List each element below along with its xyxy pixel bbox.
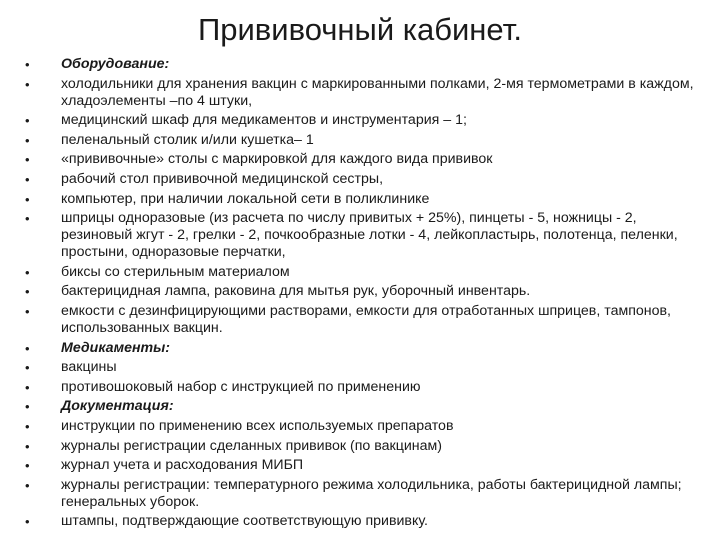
- list-item-text: рабочий стол прививочной медицинской сестры,: [61, 170, 384, 187]
- list-item-text: вакцины: [61, 359, 117, 376]
- list-item: [25, 359, 705, 376]
- list-item-text: противошоковый набор с инструкцией по применению: [61, 378, 421, 395]
- section-heading: Медикаменты:: [61, 339, 170, 356]
- bullet-icon: •: [25, 379, 30, 395]
- list-item: [25, 379, 705, 396]
- list-item: [25, 398, 705, 415]
- list-item-text: штампы, подтверждающие соответствующую прививку.: [61, 513, 428, 530]
- list-item-text: емкости с дезинфицирующими растворами, емкости для отработанных шприцев, тампонов, использованных вакцин.: [61, 302, 671, 336]
- section-heading: Документация:: [61, 398, 174, 415]
- section-heading: Оборудование:: [61, 56, 170, 72]
- slide-title: Прививочный кабинет.: [197, 12, 523, 47]
- list-item: [25, 477, 705, 511]
- list-item: [25, 132, 705, 149]
- list-item-text: шприцы одноразовые (из расчета по числу привитых + 25%), пинцеты - 5, ножницы - 2, резиновый жгут - 2, грелки - 2, почкообразные лотки - 4, лейкопластырь, полотенца, пеленки, простыни, одноразовые перчатки,: [61, 210, 678, 261]
- list-item-text: медицинский шкаф для медикаментов и инструментария – 1;: [61, 112, 467, 129]
- list-item: [25, 151, 705, 168]
- bullet-icon: •: [25, 514, 30, 530]
- bullet-icon: •: [25, 152, 30, 168]
- bullet-icon: •: [25, 399, 30, 415]
- bullet-icon: •: [25, 264, 30, 280]
- list-item: [25, 457, 705, 474]
- bullet-icon: •: [25, 57, 30, 72]
- bullet-icon: •: [25, 477, 30, 493]
- bullet-icon: •: [25, 458, 30, 474]
- list-item-text: журнал учета и расходования МИБП: [61, 457, 304, 474]
- bullet-icon: •: [25, 438, 30, 454]
- list-item: [25, 264, 705, 281]
- list-item-text: компьютер, при наличии локальной сети в поликлинике: [61, 190, 430, 207]
- list-item: [25, 210, 705, 261]
- list-item-text: пеленальный столик и/или кушетка– 1: [61, 131, 314, 148]
- list-item-text: инструкции по применению всех используемых препаратов: [61, 417, 454, 434]
- list-item: [25, 513, 705, 530]
- bullet-icon: •: [25, 211, 30, 227]
- bullet-icon: •: [25, 191, 30, 207]
- list-item: [25, 303, 705, 337]
- list-item-text: «прививочные» столы с маркировкой для каждого вида прививок: [61, 151, 493, 168]
- list-item: [25, 418, 705, 435]
- list-item: [25, 191, 705, 208]
- bullet-icon: •: [25, 171, 30, 187]
- bullet-icon: •: [25, 113, 30, 129]
- list-item: [25, 438, 705, 455]
- bullet-icon: •: [25, 340, 30, 356]
- list-item-text: холодильники для хранения вакцин с маркированными полками, 2-мя термометрами в каждом, хладоэлементы –по 4 штуки,: [61, 75, 694, 109]
- list-item-text: журналы регистрации: температурного режима холодильника, работы бактерицидной лампы; генеральных уборок.: [61, 476, 682, 510]
- list-item: [25, 112, 705, 129]
- bullet-icon: •: [25, 284, 30, 300]
- bullet-icon: •: [25, 76, 30, 92]
- list-item-text: журналы регистрации сделанных прививок (по вакцинам): [61, 437, 442, 454]
- bullet-icon: •: [25, 360, 30, 376]
- bullet-list: [25, 56, 705, 533]
- bullet-icon: •: [25, 303, 30, 319]
- bullet-icon: •: [25, 132, 30, 148]
- list-item: [25, 56, 705, 73]
- list-item: [25, 76, 705, 110]
- list-item: [25, 340, 705, 357]
- list-item: [25, 171, 705, 188]
- list-item-text: бактерицидная лампа, раковина для мытья рук, уборочный инвентарь.: [61, 283, 531, 300]
- list-item-text: биксы со стерильным материалом: [61, 263, 290, 280]
- bullet-icon: •: [25, 418, 30, 434]
- list-item: [25, 283, 705, 300]
